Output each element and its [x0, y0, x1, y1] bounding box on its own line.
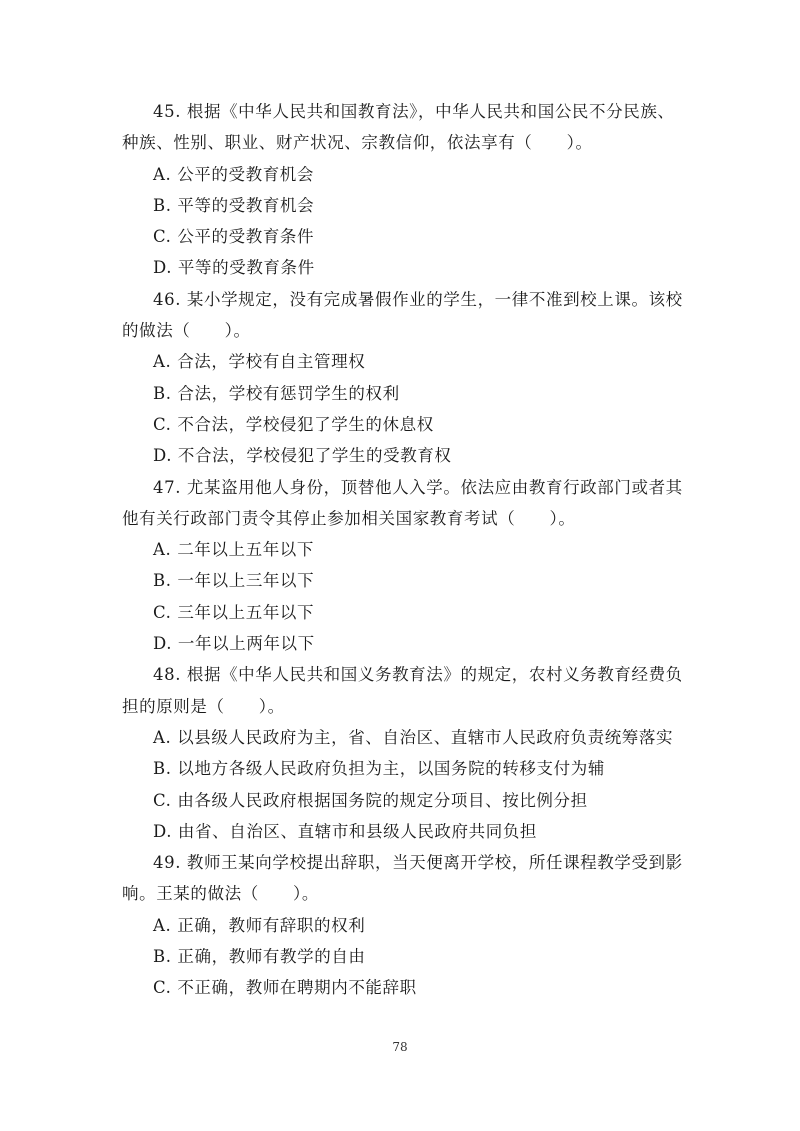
- option-b: B. 合法，学校有惩罚学生的权利: [153, 383, 400, 403]
- option-b: B. 正确，教师有教学的自由: [153, 947, 366, 967]
- option-a: A. 二年以上五年以下: [153, 540, 315, 560]
- option-b: B. 一年以上三年以下: [153, 571, 315, 591]
- question-48: [122, 659, 688, 847]
- option-b: B. 平等的受教育机会: [153, 195, 315, 215]
- question-stem: 45. 根据《中华人民共和国教育法》，中华人民共和国公民不分民族、种族、性别、职业、财产状况、宗教信仰，依法享有（ ）。: [122, 102, 675, 153]
- question-list: [122, 96, 688, 1004]
- option-c: C. 不合法，学校侵犯了学生的休息权: [153, 414, 434, 434]
- question-47: [122, 472, 688, 660]
- option-b: B. 以地方各级人民政府负担为主，以国务院的转移支付为辅: [153, 759, 605, 779]
- question-stem: 46. 某小学规定，没有完成暑假作业的学生，一律不准到校上课。该校的做法（ ）。: [122, 289, 683, 341]
- option-d: D. 不合法，学校侵犯了学生的受教育权: [153, 446, 452, 466]
- option-c: C. 不正确，教师在聘期内不能辞职: [153, 978, 417, 998]
- option-c: C. 由各级人民政府根据国务院的规定分项目、按比例分担: [153, 790, 588, 810]
- question-45: [122, 96, 688, 284]
- page-number: 78: [392, 1040, 408, 1054]
- question-stem: 48. 根据《中华人民共和国义务教育法》的规定，农村义务教育经费负担的原则是（ ）。: [122, 665, 683, 716]
- option-a: A. 合法，学校有自主管理权: [153, 352, 366, 372]
- question-46: [122, 284, 688, 472]
- option-c: C. 三年以上五年以下: [153, 602, 315, 622]
- option-a: A. 以县级人民政府为主，省、自治区、直辖市人民政府负责统筹落实: [153, 727, 674, 747]
- question-stem: 47. 尤某盗用他人身份，顶替他人入学。依法应由教育行政部门或者其他有关行政部门责令其停止参加相关国家教育考试（ ）。: [122, 477, 683, 528]
- question-stem: 49. 教师王某向学校提出辞职，当天便离开学校，所任课程教学受到影响。王某的做法（ ）。: [122, 853, 683, 904]
- option-c: C. 公平的受教育条件: [153, 227, 315, 247]
- option-a: A. 正确，教师有辞职的权利: [153, 915, 366, 935]
- option-d: D. 一年以上两年以下: [153, 634, 315, 654]
- question-49: [122, 847, 688, 1003]
- option-d: D. 由省、自治区、直辖市和县级人民政府共同负担: [153, 821, 538, 841]
- option-a: A. 公平的受教育机会: [153, 164, 315, 184]
- option-d: D. 平等的受教育条件: [153, 258, 315, 278]
